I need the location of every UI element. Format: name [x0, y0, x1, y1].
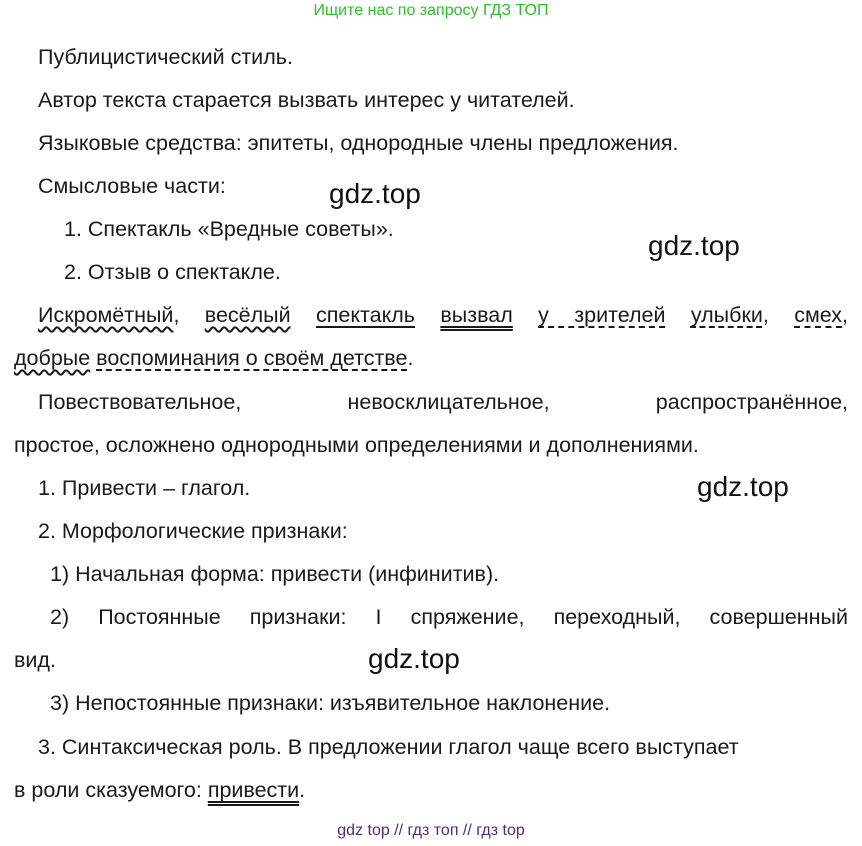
text-word: распространённое, [655, 390, 848, 414]
text-line: 1. Привести – глагол. [38, 476, 251, 500]
sentence-word: у зрителей [538, 303, 666, 327]
punct: . [299, 778, 306, 802]
text-line [38, 389, 848, 415]
text-line: 2) Постоянные признаки: I спряжение, переходный, совершенный [50, 605, 848, 629]
watermark: gdz.top [648, 230, 740, 261]
parsed-sentence-line-1 [38, 302, 848, 328]
text-line: Публицистический стиль. [38, 45, 293, 69]
text-line: 1) Начальная форма: привести (инфинитив). [50, 562, 500, 586]
watermark: gdz.top [697, 471, 789, 502]
text-line: вид. [14, 648, 56, 672]
text-line: Языковые средства: эпитеты, однородные члены предложения. [38, 131, 679, 155]
text-word: невосклицательное, [347, 390, 550, 414]
sentence-word: воспоминания о своём детстве [96, 346, 408, 370]
sentence-word: добрые [14, 346, 91, 370]
watermark: gdz.top [329, 178, 421, 209]
footer-banner: gdz top // гдз топ // гдз top [337, 822, 525, 839]
sentence-word: весёлый [204, 303, 291, 327]
text-line: 3) Непостоянные признаки: изъявительное наклонение. [50, 691, 611, 715]
punct: , [842, 303, 848, 327]
watermark: gdz.top [368, 643, 460, 674]
sentence-subject: спектакль [316, 303, 415, 327]
predicate-example: привести [207, 778, 300, 802]
list-item: 1. Спектакль «Вредные советы». [64, 217, 394, 241]
text-segment: в роли сказуемого: [14, 778, 208, 802]
text-line [14, 777, 305, 803]
text-line: Смысловые части: [38, 174, 226, 198]
text-line: 2. Морфологические признаки: [38, 519, 348, 543]
list-item: 2. Отзыв о спектакле. [64, 260, 281, 284]
sentence-word: смех [794, 303, 842, 327]
sentence-predicate: вызвал [440, 303, 513, 327]
sentence-word: Искромётный [38, 303, 174, 327]
text-line: Автор текста старается вызвать интерес у читателей. [38, 88, 575, 112]
parsed-sentence-line-2 [14, 345, 413, 371]
punct: , [762, 303, 795, 327]
punct: , [173, 303, 205, 327]
sentence-word: улыбки [690, 303, 763, 327]
text-line: простое, осложнено однородными определениями и дополнениями. [14, 433, 699, 457]
text-word: Повествовательное, [38, 390, 242, 414]
punct: . [407, 346, 414, 370]
text-line: 3. Синтаксическая роль. В предложении глагол чаще всего выступает [38, 735, 739, 759]
header-banner: Ищите нас по запросу ГДЗ ТОП [313, 2, 549, 19]
